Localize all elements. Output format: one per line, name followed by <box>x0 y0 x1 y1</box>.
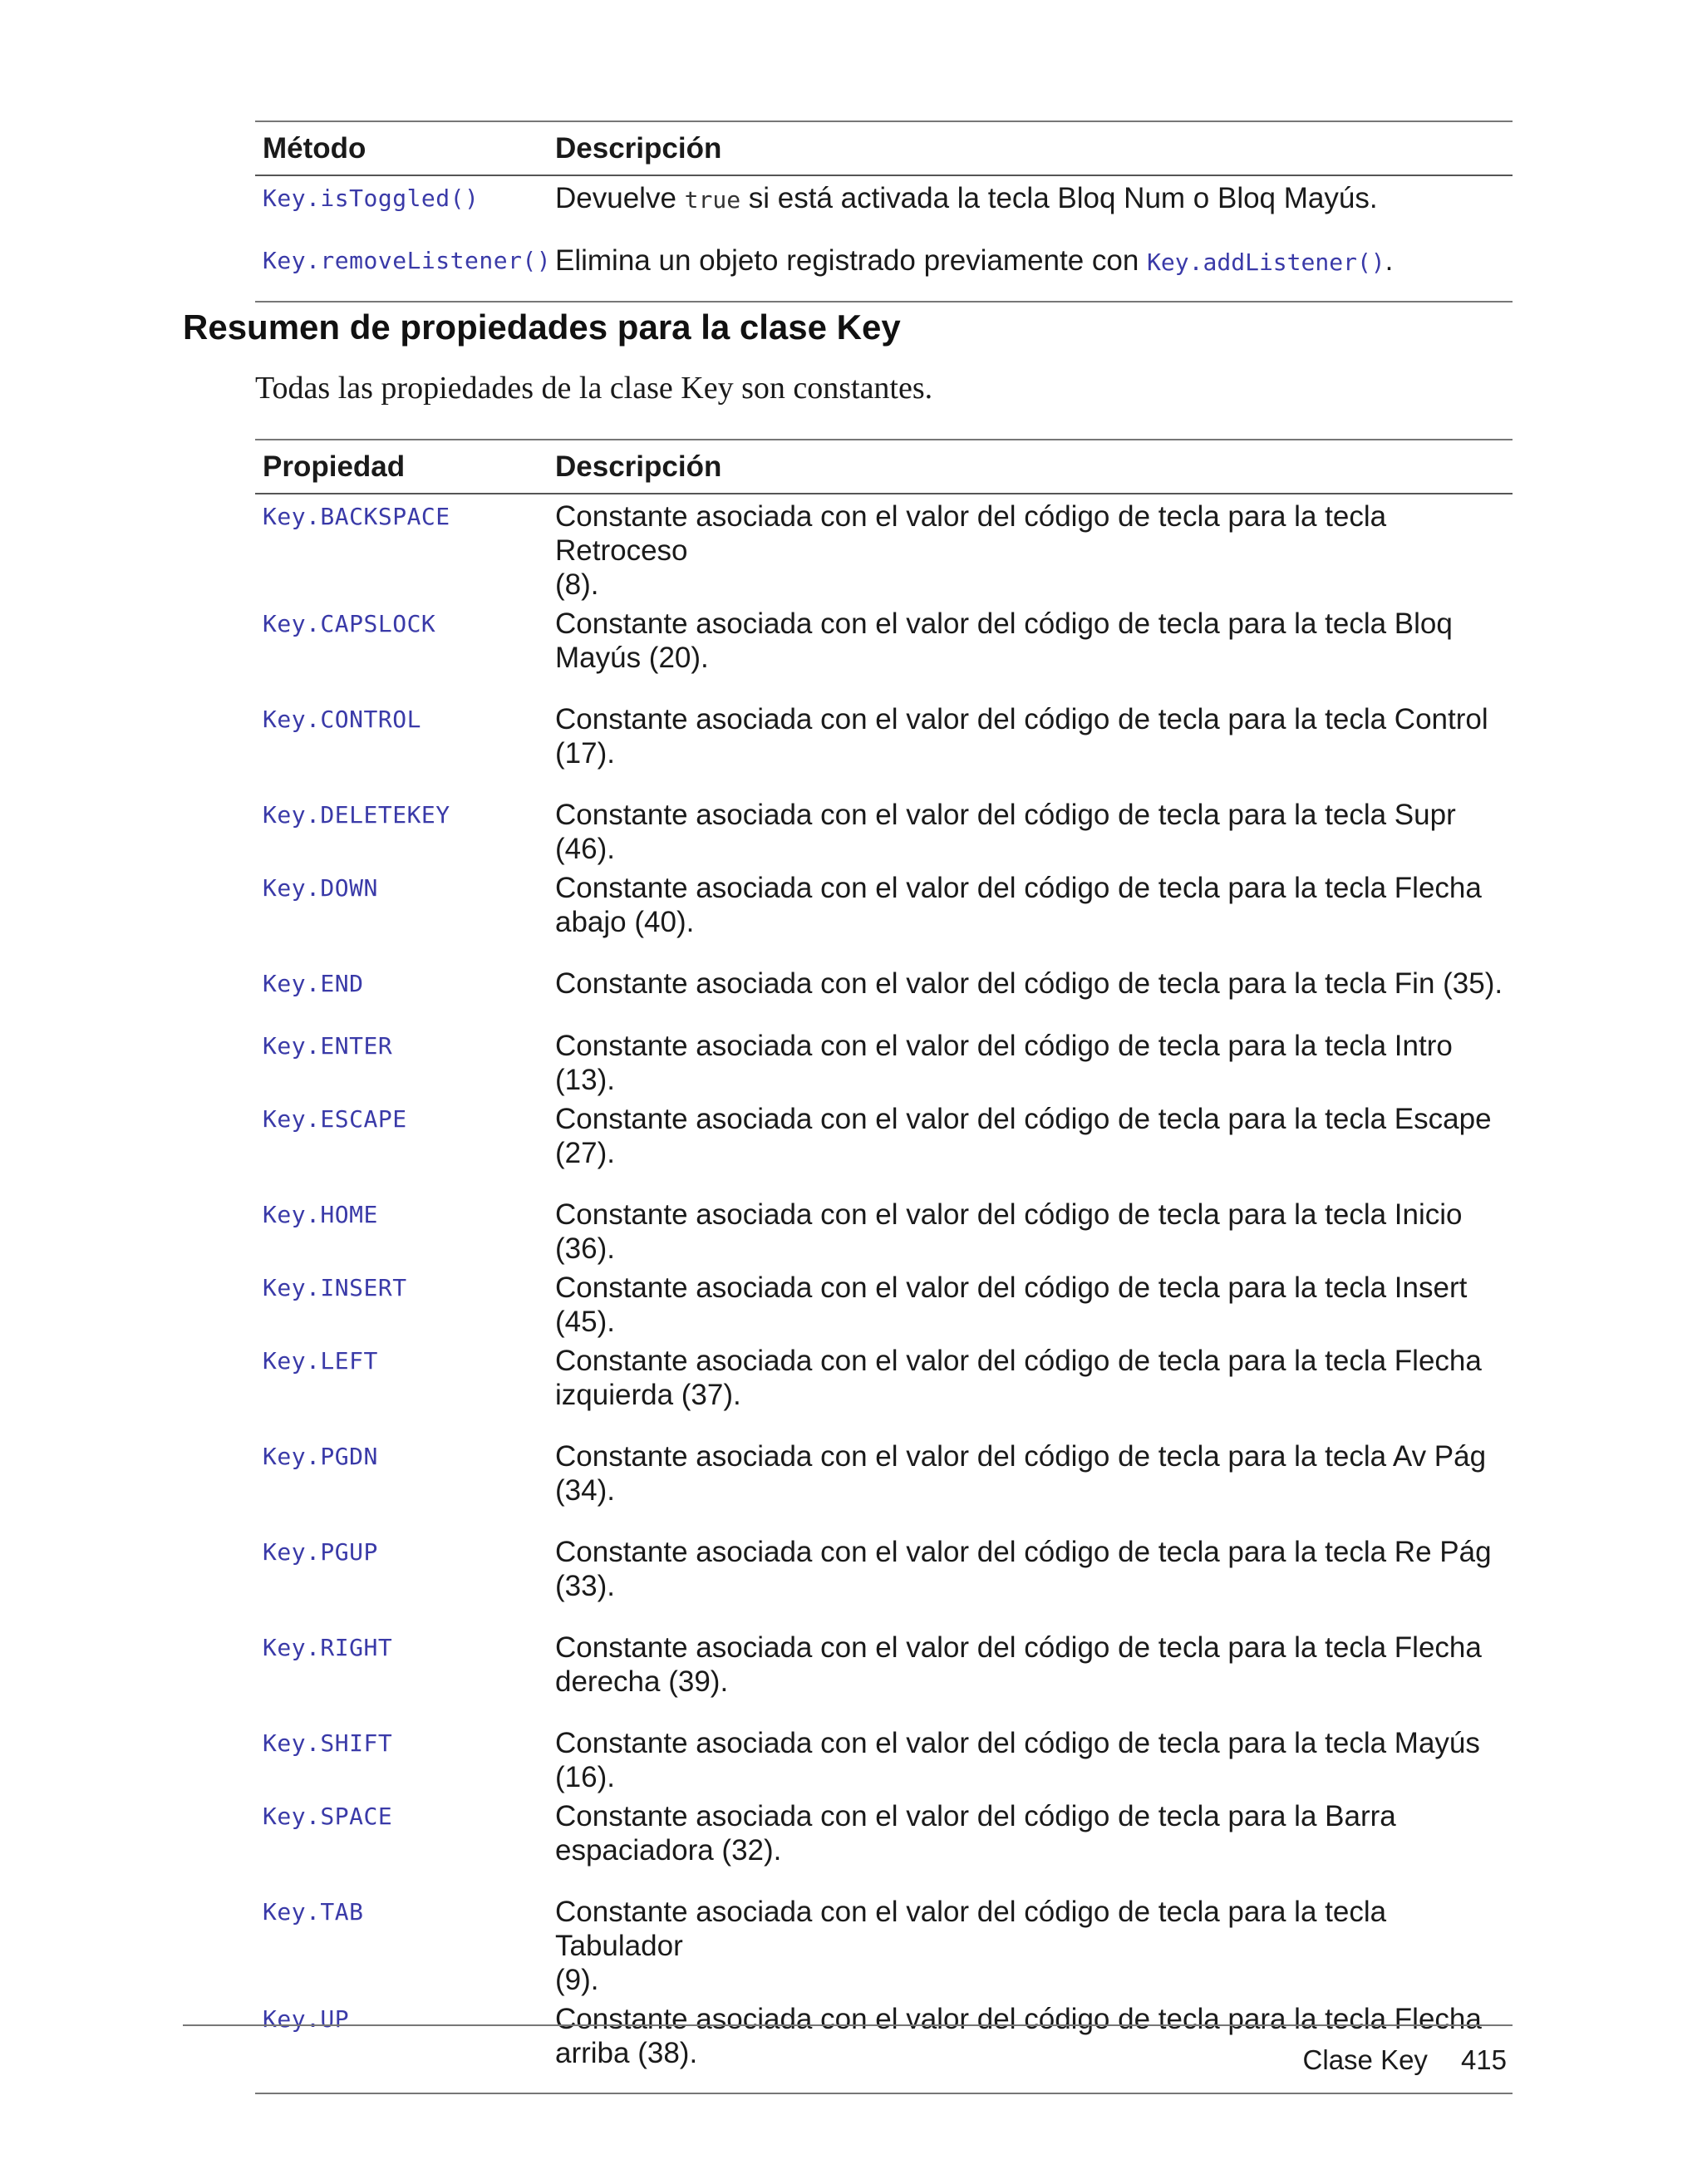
table-row <box>255 1434 1513 1530</box>
properties-header-description: Descripción <box>555 440 1513 494</box>
description-text: Elimina un objeto registrado previamente con <box>555 244 1148 277</box>
property-name: Key.RIGHT <box>263 1634 393 1661</box>
description-line: Constante asociada con el valor del código de tecla para la tecla Retroceso <box>555 500 1387 567</box>
description-text: . <box>1385 244 1394 277</box>
method-description <box>555 175 1513 239</box>
table-row <box>255 1890 1513 1997</box>
methods-header-description: Descripción <box>555 121 1513 175</box>
method-description <box>555 239 1513 302</box>
table-row <box>255 1794 1513 1890</box>
table-row <box>255 602 1513 697</box>
property-description <box>555 602 1513 697</box>
property-description <box>555 1890 1513 1997</box>
table-row <box>255 1097 1513 1193</box>
description-line: Constante asociada con el valor del código de tecla para la tecla Bloq <box>555 607 1453 640</box>
description-line: (17). <box>555 737 615 770</box>
description-text: si está activada la tecla Bloq Num o Bloq Mayús. <box>740 182 1378 214</box>
inline-code: true <box>684 186 741 214</box>
description-line: (27). <box>555 1137 615 1169</box>
table-row <box>255 866 1513 962</box>
property-description <box>555 1193 1513 1266</box>
property-name: Key.PGDN <box>263 1443 378 1470</box>
table-row <box>255 1193 1513 1266</box>
table-row <box>255 494 1513 602</box>
footer-rule <box>183 2024 1513 2026</box>
description-line: Constante asociada con el valor del código de tecla para la Barra <box>555 1800 1396 1832</box>
table-row <box>255 175 1513 239</box>
table-row <box>255 962 1513 1024</box>
table-row <box>255 793 1513 866</box>
description-line: Constante asociada con el valor del código de tecla para la tecla Control <box>555 703 1488 735</box>
property-description <box>555 697 1513 793</box>
method-name: Key.removeListener() <box>263 247 552 274</box>
methods-table-header <box>255 121 1513 175</box>
description-line: arriba (38). <box>555 2037 698 2069</box>
description-line: Constante asociada con el valor del código de tecla para la tecla Supr (46). <box>555 799 1456 865</box>
property-name: Key.CAPSLOCK <box>263 610 436 637</box>
properties-table-header <box>255 440 1513 494</box>
section-intro: Todas las propiedades de la clase Key son constantes. <box>255 371 933 406</box>
table-row <box>255 239 1513 302</box>
property-name: Key.SHIFT <box>263 1729 393 1757</box>
footer-title: Clase Key <box>1302 2044 1428 2075</box>
description-line: Constante asociada con el valor del código de tecla para la tecla Av Pág <box>555 1440 1487 1473</box>
property-name: Key.DOWN <box>263 874 378 902</box>
description-line: Mayús (20). <box>555 642 709 674</box>
property-name: Key.DELETEKEY <box>263 801 450 829</box>
description-line: espaciadora (32). <box>555 1834 782 1867</box>
table-row <box>255 697 1513 793</box>
property-description <box>555 962 1513 1024</box>
description-line: Constante asociada con el valor del código de tecla para la tecla Flecha <box>555 1345 1482 1377</box>
section-heading: Resumen de propiedades para la clase Key <box>183 307 901 347</box>
description-line: (33). <box>555 1570 615 1602</box>
description-line: Constante asociada con el valor del código de tecla para la tecla Mayús (16). <box>555 1727 1480 1793</box>
property-description <box>555 1266 1513 1339</box>
table-row <box>255 1721 1513 1794</box>
table-row <box>255 1266 1513 1339</box>
method-name: Key.isToggled() <box>263 184 480 212</box>
property-name: Key.CONTROL <box>263 706 421 733</box>
property-name: Key.LEFT <box>263 1347 378 1375</box>
description-line: (34). <box>555 1474 615 1507</box>
description-line: Constante asociada con el valor del código de tecla para la tecla Insert (45). <box>555 1272 1468 1338</box>
page-footer <box>1303 2044 1507 2076</box>
description-line: Constante asociada con el valor del código de tecla para la tecla Escape <box>555 1103 1492 1135</box>
property-name: Key.HOME <box>263 1201 378 1228</box>
description-line: derecha (39). <box>555 1665 729 1698</box>
property-description <box>555 1339 1513 1434</box>
description-line: Constante asociada con el valor del código de tecla para la tecla Flecha <box>555 872 1482 904</box>
methods-header-method: Método <box>255 121 555 175</box>
page-number: 415 <box>1460 2044 1507 2075</box>
property-name: Key.SPACE <box>263 1803 393 1830</box>
description-line: abajo (40). <box>555 906 695 938</box>
property-description <box>555 1434 1513 1530</box>
property-name: Key.BACKSPACE <box>263 503 450 530</box>
property-name: Key.END <box>263 970 364 997</box>
property-name: Key.ESCAPE <box>263 1105 407 1133</box>
property-description <box>555 1024 1513 1097</box>
table-row <box>255 1024 1513 1097</box>
property-description <box>555 494 1513 602</box>
property-description <box>555 793 1513 866</box>
property-name: Key.ENTER <box>263 1032 393 1060</box>
properties-table-body <box>255 494 1513 2093</box>
property-name: Key.PGUP <box>263 1538 378 1566</box>
description-line: (8). <box>555 568 599 601</box>
table-row <box>255 1339 1513 1434</box>
table-row <box>255 1626 1513 1721</box>
description-line: Constante asociada con el valor del código de tecla para la tecla Flecha <box>555 2003 1482 2035</box>
description-line: Constante asociada con el valor del código de tecla para la tecla Re Pág <box>555 1536 1492 1568</box>
properties-header-property: Propiedad <box>255 440 555 494</box>
description-text: Devuelve <box>555 182 685 214</box>
description-line: (9). <box>555 1964 599 1996</box>
description-line: Constante asociada con el valor del código de tecla para la tecla Inicio (36). <box>555 1198 1463 1265</box>
properties-table <box>255 439 1513 2094</box>
property-description <box>555 1721 1513 1794</box>
property-description <box>555 1626 1513 1721</box>
property-description <box>555 1794 1513 1890</box>
description-line: Constante asociada con el valor del código de tecla para la tecla Flecha <box>555 1631 1482 1664</box>
property-description <box>555 1530 1513 1626</box>
table-row <box>255 1530 1513 1626</box>
methods-table <box>255 121 1513 303</box>
property-description <box>555 866 1513 962</box>
inline-code: Key.addListener() <box>1147 248 1385 276</box>
description-line: izquierda (37). <box>555 1379 741 1411</box>
property-name: Key.UP <box>263 2005 350 2033</box>
property-name: Key.INSERT <box>263 1274 407 1301</box>
description-line: Constante asociada con el valor del código de tecla para la tecla Tabulador <box>555 1896 1387 1962</box>
description-line: Constante asociada con el valor del código de tecla para la tecla Fin (35). <box>555 967 1503 1000</box>
property-name: Key.TAB <box>263 1898 364 1926</box>
description-line: Constante asociada con el valor del código de tecla para la tecla Intro (13). <box>555 1030 1453 1096</box>
property-description <box>555 1097 1513 1193</box>
